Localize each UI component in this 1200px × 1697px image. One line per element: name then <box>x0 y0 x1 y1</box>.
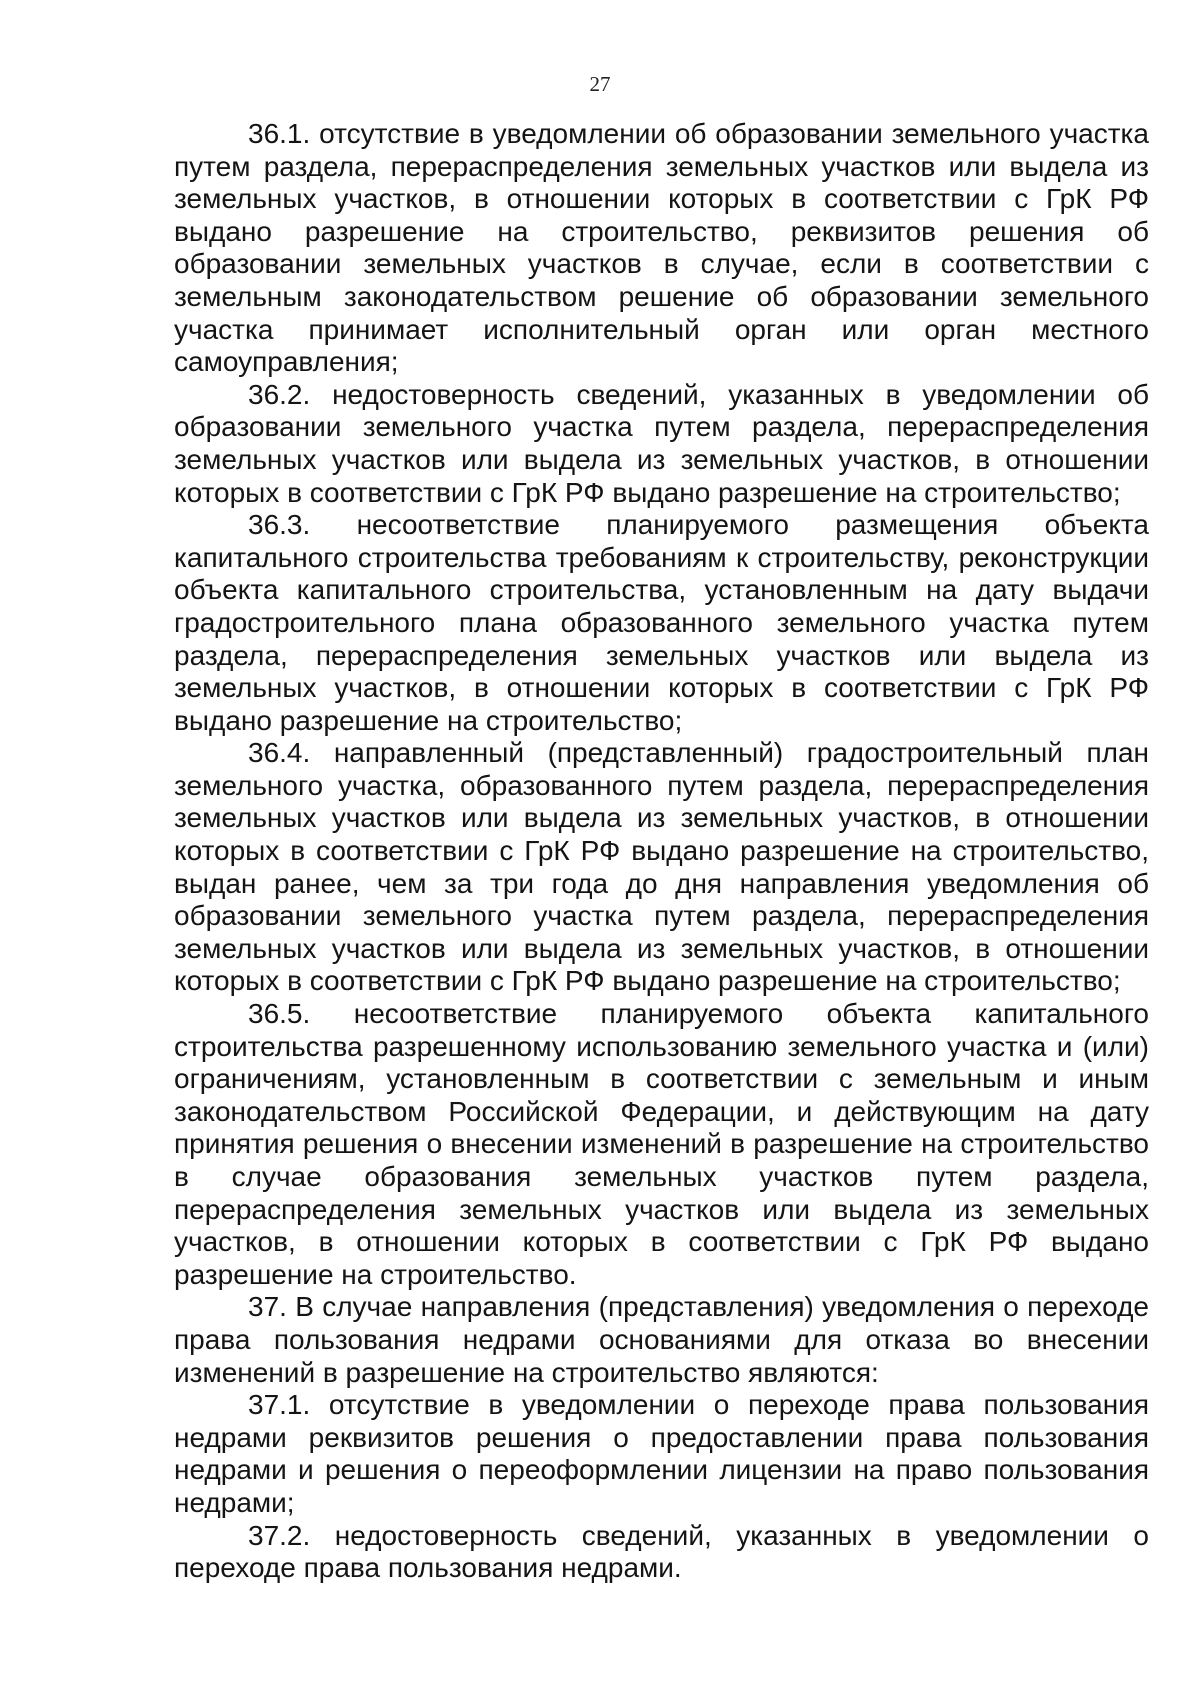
paragraph-37: 37. В случае направления (представления) уведомления о переходе права пользования недрами основаниями для отказа во внесении изменений в разрешение на строительство являются: <box>174 1291 1149 1388</box>
paragraph-36-1: 36.1. отсутствие в уведомлении об образовании земельного участка путем раздела, перераспределения земельных участков или выдела из земельных участков, в отношении которых в соответствии с ГрК РФ выдано разрешение на строительство, реквизитов решения об образовании земельных участков в случае, если в соответствии с земельным законодательством решение об образовании земельного участка принимает исполнительный орган или орган местного самоуправления; <box>174 118 1149 378</box>
paragraph-37-1: 37.1. отсутствие в уведомлении о переходе права пользования недрами реквизитов решения о предоставлении права пользования недрами и решения о переоформлении лицензии на право пользования недрами; <box>174 1389 1149 1518</box>
paragraph-36-5: 36.5. несоответствие планируемого объекта капитального строительства разрешенному использованию земельного участка и (или) ограничениям, установленным в соответствии с земельным и иным законодательством Российской Федерации, и действующим на дату принятия решения о внесении изменений в разрешение на строительство в случае образования земельных участков путем раздела, перераспределения земельных участков или выдела из земельных участков, в отношении которых в соответствии с ГрК РФ выдано разрешение на строительство. <box>174 998 1149 1290</box>
page-number: 27 <box>589 72 611 96</box>
paragraph-36-3: 36.3. несоответствие планируемого размещения объекта капитального строительства требованиям к строительству, реконструкции объекта капитального строительства, установленным на дату выдачи градостроительного плана образованного земельного участка путем раздела, перераспределения земельных участков или выдела из земельных участков, в отношении которых в соответствии с ГрК РФ выдано разрешение на строительство; <box>174 509 1149 736</box>
document-body <box>174 118 1149 1585</box>
paragraph-36-4: 36.4. направленный (представленный) градостроительный план земельного участка, образованного путем раздела, перераспределения земельных участков или выдела из земельных участков, в отношении которых в соответствии с ГрК РФ выдано разрешение на строительство, выдан ранее, чем за три года до дня направления уведомления об образовании земельного участка путем раздела, перераспределения земельных участков или выдела из земельных участков, в отношении которых в соответствии с ГрК РФ выдано разрешение на строительство; <box>174 737 1149 997</box>
paragraph-36-2: 36.2. недостоверность сведений, указанных в уведомлении об образовании земельного участка путем раздела, перераспределения земельных участков или выдела из земельных участков, в отношении которых в соответствии с ГрК РФ выдано разрешение на строительство; <box>174 378 1149 508</box>
paragraph-37-2: 37.2. недостоверность сведений, указанных в уведомлении о переходе права пользования недрами. <box>174 1519 1149 1584</box>
